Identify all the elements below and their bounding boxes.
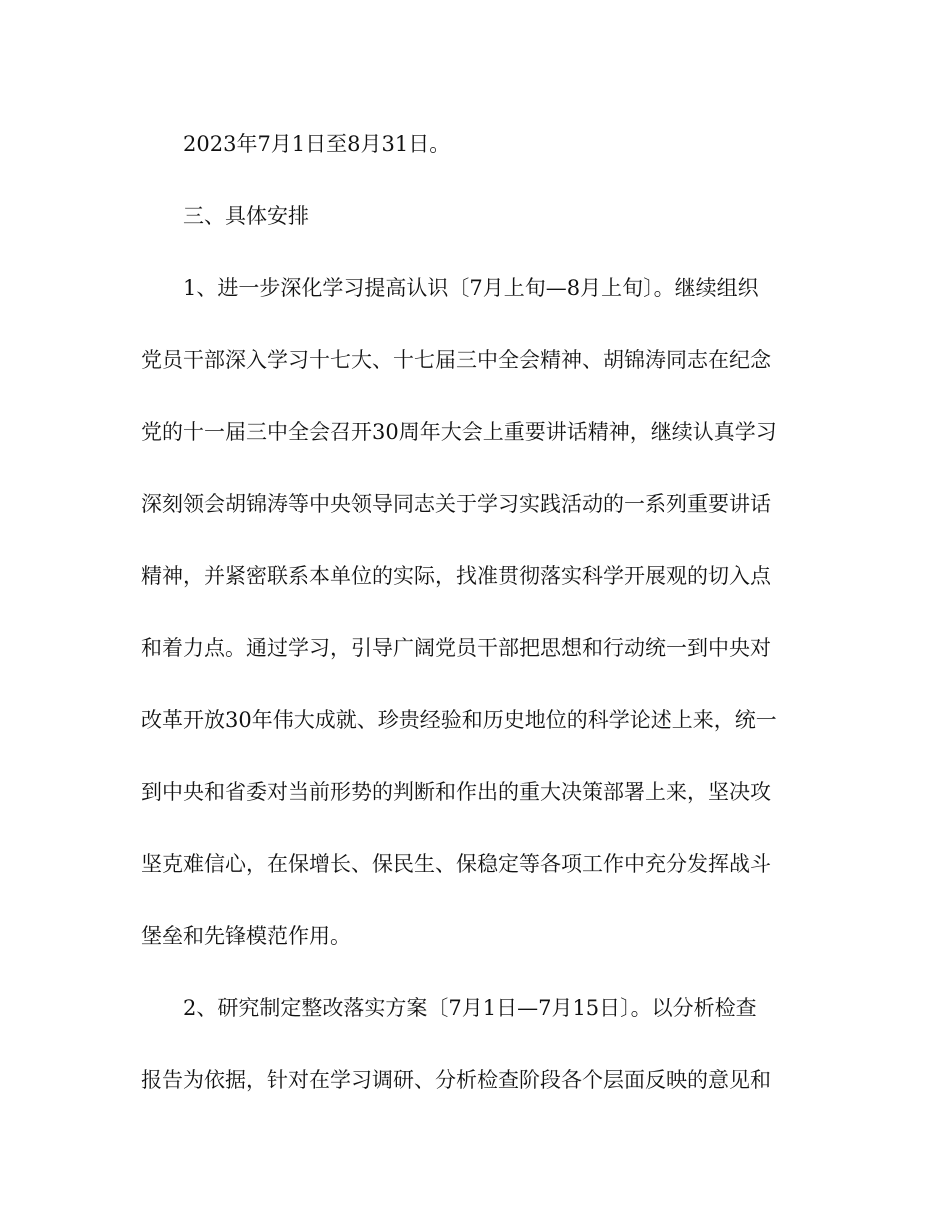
section-heading: 三、具体安排 bbox=[183, 204, 309, 228]
paragraph-line: 改革开放30年伟大成就、珍贵经验和历史地位的科学论述上来，统一 bbox=[141, 708, 777, 732]
paragraph-line: 党的十一届三中全会召开30周年大会上重要讲话精神，继续认真学习 bbox=[141, 420, 777, 444]
paragraph-line: 2、研究制定整改落实方案〔7月1日—7月15日〕。以分析检查 bbox=[183, 996, 757, 1020]
paragraph-line: 堡垒和先锋模范作用。 bbox=[141, 924, 351, 948]
paragraph-line: 坚克难信心，在保增长、保民生、保稳定等各项工作中充分发挥战斗 bbox=[141, 852, 771, 876]
paragraph-line: 报告为依据，针对在学习调研、分析检查阶段各个层面反映的意见和 bbox=[141, 1068, 771, 1092]
paragraph-line: 和着力点。通过学习，引导广阔党员干部把思想和行动统一到中央对 bbox=[141, 636, 771, 660]
paragraph-line: 党员干部深入学习十七大、十七届三中全会精神、胡锦涛同志在纪念 bbox=[141, 348, 771, 372]
paragraph-line: 到中央和省委对当前形势的判断和作出的重大决策部署上来，坚决攻 bbox=[141, 780, 771, 804]
date-range-line: 2023年7月1日至8月31日。 bbox=[183, 132, 451, 156]
paragraph-line: 1、进一步深化学习提高认识〔7月上旬—8月上旬〕。继续组织 bbox=[183, 276, 759, 300]
paragraph-line: 深刻领会胡锦涛等中央领导同志关于学习实践活动的一系列重要讲话 bbox=[141, 492, 771, 516]
paragraph-line: 精神，并紧密联系本单位的实际，找准贯彻落实科学开展观的切入点 bbox=[141, 564, 771, 588]
